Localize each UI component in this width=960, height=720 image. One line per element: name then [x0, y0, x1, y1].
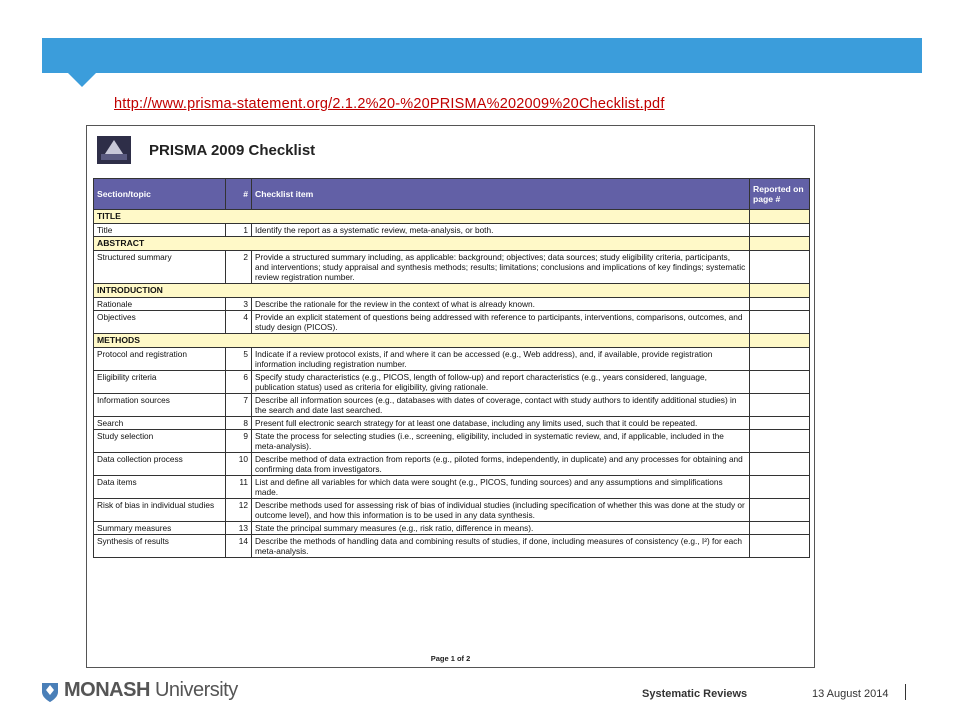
header-section: Section/topic	[94, 179, 226, 210]
topic-cell: Synthesis of results	[94, 535, 226, 558]
num-cell: 6	[226, 371, 252, 394]
item-cell: Describe the rationale for the review in the context of what is already known.	[252, 298, 750, 311]
header-num: #	[226, 179, 252, 210]
num-cell: 10	[226, 453, 252, 476]
reported-cell	[750, 348, 810, 371]
section-title: TITLE	[94, 210, 750, 224]
document-title: PRISMA 2009 Checklist	[149, 142, 316, 159]
monash-wordmark-bold: MONASH	[64, 679, 150, 701]
section-row	[94, 237, 810, 251]
header-item: Checklist item	[252, 179, 750, 210]
header-reported: Reported on page #	[750, 179, 810, 210]
item-cell: Describe method of data extraction from reports (e.g., piloted forms, independently, in duplicate) and any processes for obtaining and confirming data from investigators.	[252, 453, 750, 476]
topic-cell: Data items	[94, 476, 226, 499]
prisma-logo-icon	[97, 136, 131, 164]
topic-cell: Search	[94, 417, 226, 430]
section-title: INTRODUCTION	[94, 284, 750, 298]
topic-cell: Title	[94, 224, 226, 237]
topic-cell: Information sources	[94, 394, 226, 417]
item-cell: Describe all information sources (e.g., databases with dates of coverage, contact with study authors to identify additional studies) in the search and date last searched.	[252, 394, 750, 417]
reported-cell	[750, 417, 810, 430]
footer-date: 13 August 2014	[812, 688, 889, 700]
reported-cell	[750, 522, 810, 535]
reported-cell	[750, 453, 810, 476]
section-reported-cell	[750, 237, 810, 251]
monash-crest-icon	[40, 681, 60, 703]
item-cell: State the process for selecting studies (i.e., screening, eligibility, included in systematic review, and, if applicable, included in the meta-analysis).	[252, 430, 750, 453]
reported-cell	[750, 371, 810, 394]
reported-cell	[750, 394, 810, 417]
item-cell: Identify the report as a systematic review, meta-analysis, or both.	[252, 224, 750, 237]
topic-cell: Rationale	[94, 298, 226, 311]
table-row	[94, 476, 810, 499]
item-cell: Provide a structured summary including, as applicable: background; objectives; data sources; study eligibility criteria, participants, and interventions; study appraisal and synthesis methods; results; limitations; conclusions and implications of key findings; systematic review registration number.	[252, 251, 750, 284]
section-title: ABSTRACT	[94, 237, 750, 251]
item-cell: Indicate if a review protocol exists, if and where it can be accessed (e.g., Web address), and, if available, provide registration information including registration number.	[252, 348, 750, 371]
reported-cell	[750, 224, 810, 237]
table-row	[94, 298, 810, 311]
item-cell: Provide an explicit statement of questions being addressed with reference to participants, interventions, comparisons, outcomes, and study design (PICOS).	[252, 311, 750, 334]
page-indicator: Page 1 of 2	[430, 654, 471, 663]
reported-cell	[750, 311, 810, 334]
section-row	[94, 210, 810, 224]
reported-cell	[750, 430, 810, 453]
num-cell: 11	[226, 476, 252, 499]
footer-divider	[905, 684, 906, 700]
topic-cell: Study selection	[94, 430, 226, 453]
table-row	[94, 499, 810, 522]
table-body	[94, 210, 810, 558]
table-row	[94, 394, 810, 417]
table-row	[94, 371, 810, 394]
section-reported-cell	[750, 334, 810, 348]
topic-cell: Data collection process	[94, 453, 226, 476]
topic-cell: Summary measures	[94, 522, 226, 535]
table-row	[94, 535, 810, 558]
item-cell: List and define all variables for which data were sought (e.g., PICOS, funding sources) and any assumptions and simplifications made.	[252, 476, 750, 499]
monash-wordmark	[64, 679, 238, 702]
table-row	[94, 522, 810, 535]
monash-wordmark-rest: University	[149, 679, 238, 701]
item-cell: State the principal summary measures (e.g., risk ratio, difference in means).	[252, 522, 750, 535]
prisma-checklist-link[interactable]: http://www.prisma-statement.org/2.1.2%20-%20PRISMA%202009%20Checklist.pdf	[114, 96, 665, 112]
num-cell: 2	[226, 251, 252, 284]
topic-cell: Structured summary	[94, 251, 226, 284]
topic-cell: Eligibility criteria	[94, 371, 226, 394]
banner-notch	[68, 73, 96, 87]
table-row	[94, 430, 810, 453]
item-cell: Specify study characteristics (e.g., PICOS, length of follow-up) and report characteristics (e.g., years considered, language, publication status) used as criteria for eligibility, giving rationale.	[252, 371, 750, 394]
topic-cell: Objectives	[94, 311, 226, 334]
item-cell: Present full electronic search strategy for at least one database, including any limits used, such that it could be repeated.	[252, 417, 750, 430]
table-row	[94, 417, 810, 430]
table-row	[94, 453, 810, 476]
checklist-table	[93, 178, 810, 558]
section-row	[94, 334, 810, 348]
topic-cell: Risk of bias in individual studies	[94, 499, 226, 522]
section-reported-cell	[750, 284, 810, 298]
table-row	[94, 224, 810, 237]
num-cell: 7	[226, 394, 252, 417]
section-reported-cell	[750, 210, 810, 224]
table-row	[94, 348, 810, 371]
num-cell: 4	[226, 311, 252, 334]
num-cell: 8	[226, 417, 252, 430]
table-header-row	[94, 179, 810, 210]
num-cell: 13	[226, 522, 252, 535]
item-cell: Describe methods used for assessing risk of bias of individual studies (including specification of whether this was done at the study or outcome level), and how this information is to be used in any data synthesis.	[252, 499, 750, 522]
table-row	[94, 311, 810, 334]
section-title: METHODS	[94, 334, 750, 348]
num-cell: 14	[226, 535, 252, 558]
reported-cell	[750, 298, 810, 311]
header-banner	[42, 38, 922, 73]
reported-cell	[750, 499, 810, 522]
footer-topic: Systematic Reviews	[642, 688, 748, 700]
section-row	[94, 284, 810, 298]
checklist-document	[86, 125, 815, 668]
num-cell: 1	[226, 224, 252, 237]
num-cell: 12	[226, 499, 252, 522]
reported-cell	[750, 535, 810, 558]
reported-cell	[750, 251, 810, 284]
num-cell: 5	[226, 348, 252, 371]
num-cell: 9	[226, 430, 252, 453]
num-cell: 3	[226, 298, 252, 311]
topic-cell: Protocol and registration	[94, 348, 226, 371]
table-row	[94, 251, 810, 284]
item-cell: Describe the methods of handling data and combining results of studies, if done, including measures of consistency (e.g., I²) for each meta-analysis.	[252, 535, 750, 558]
reported-cell	[750, 476, 810, 499]
